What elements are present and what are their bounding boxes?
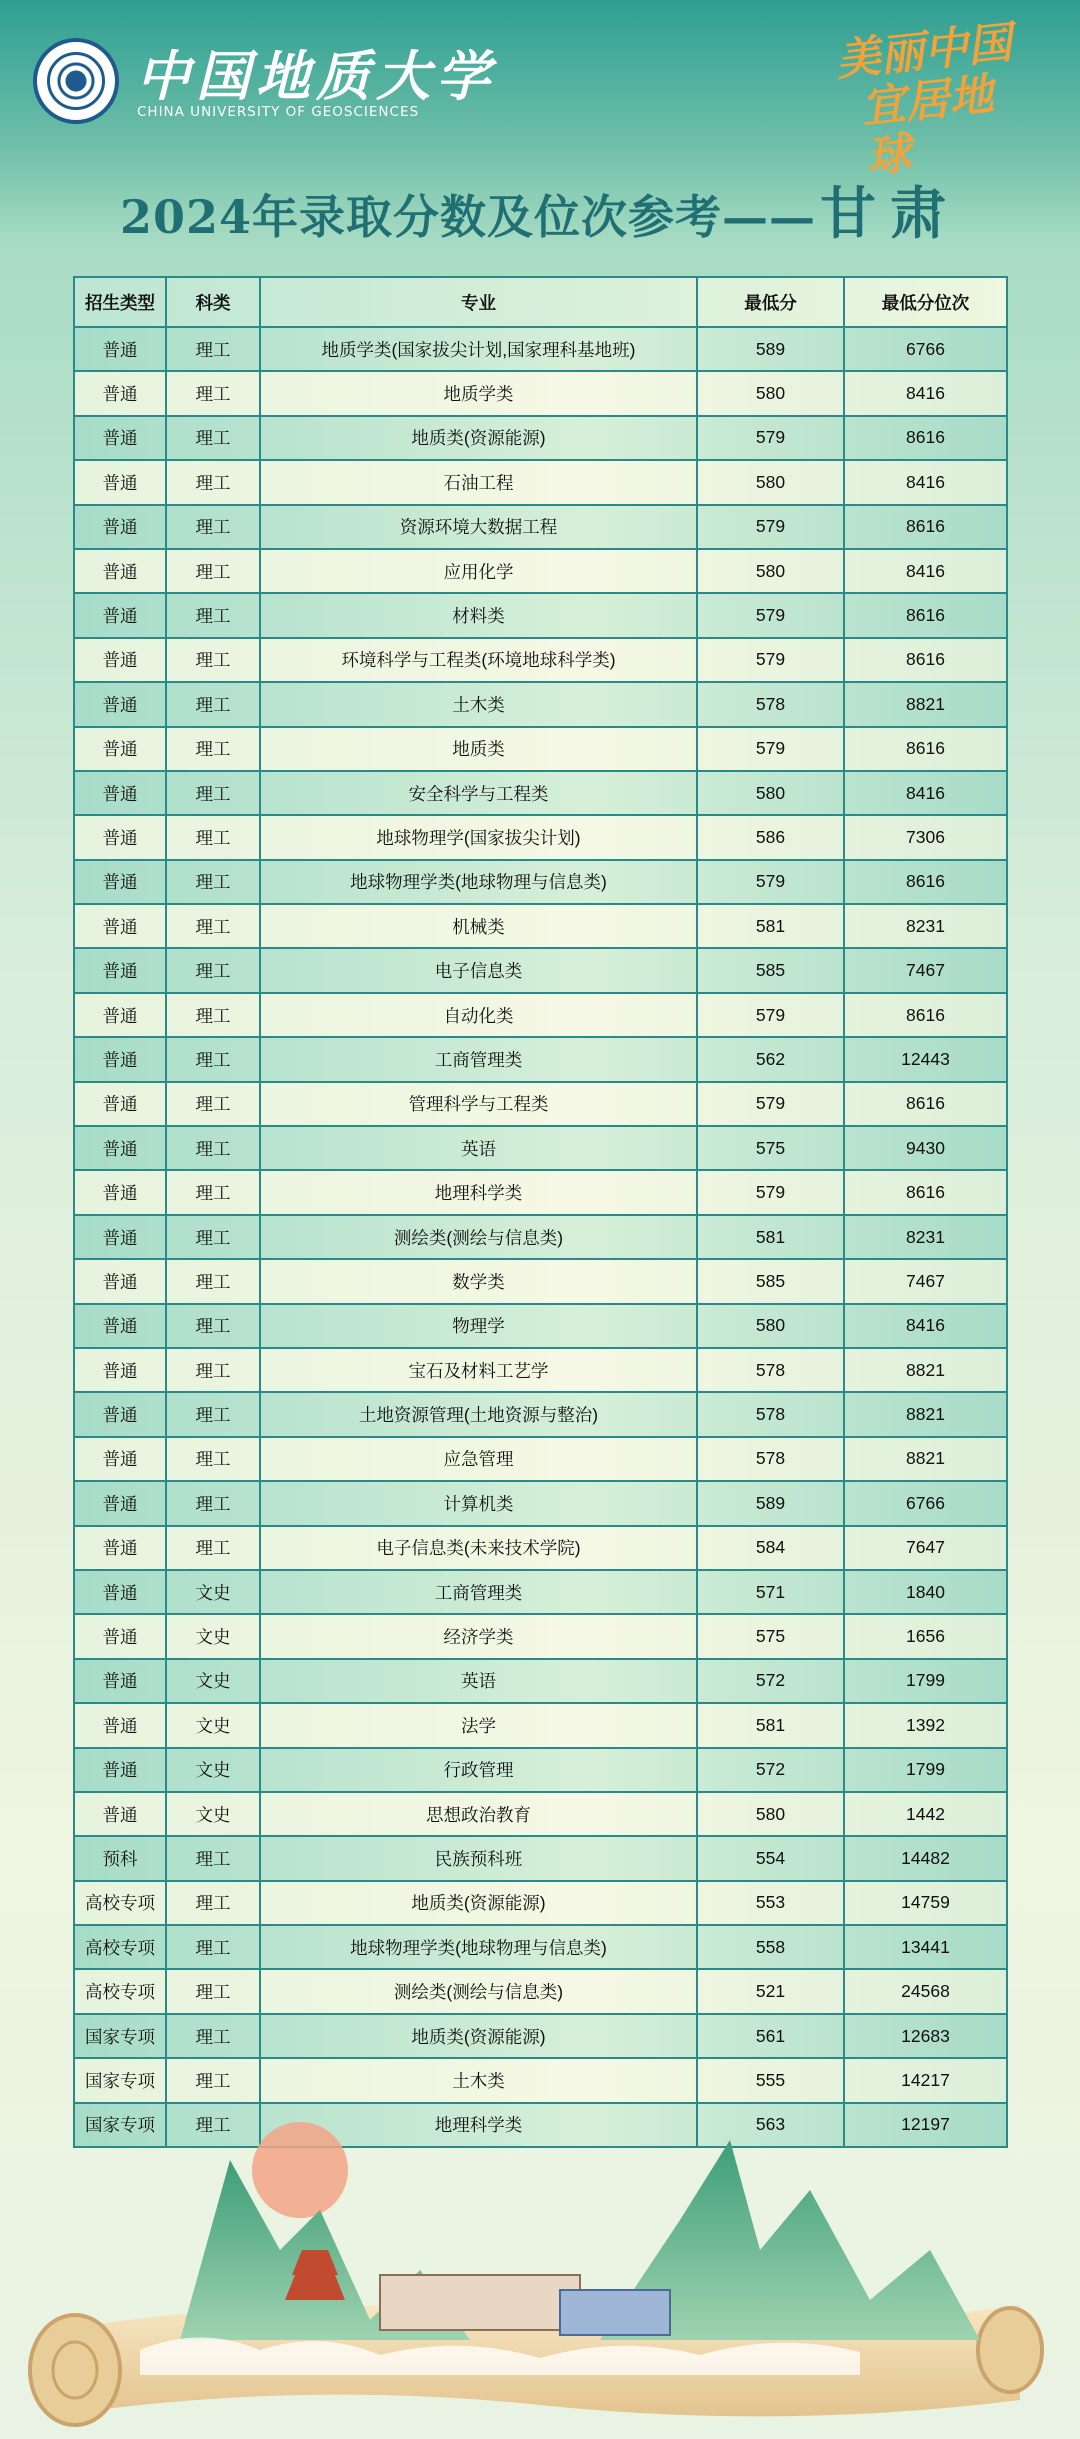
cell-category: 理工 [166,1082,260,1126]
cell-min-rank: 12197 [844,2103,1007,2147]
cell-min-score: 579 [697,638,844,682]
page-title [0,170,1080,250]
table-row [74,682,1007,726]
cell-min-rank: 8616 [844,1170,1007,1214]
cell-enrollment-type: 普通 [74,727,166,771]
cell-major: 宝石及材料工艺学 [260,1348,697,1392]
cell-category: 理工 [166,1037,260,1081]
cell-min-score: 581 [697,1703,844,1747]
cell-enrollment-type: 普通 [74,860,166,904]
cell-min-score: 580 [697,549,844,593]
cell-major: 土木类 [260,682,697,726]
cell-enrollment-type: 普通 [74,327,166,371]
cell-category: 理工 [166,2103,260,2147]
cell-enrollment-type: 普通 [74,1037,166,1081]
slogan-line-2: 宜居地球 [859,69,996,184]
cell-enrollment-type: 预科 [74,1836,166,1880]
cell-min-score: 572 [697,1659,844,1703]
table-row [74,1170,1007,1214]
cell-enrollment-type: 国家专项 [74,2058,166,2102]
cell-major: 工商管理类 [260,1037,697,1081]
cell-min-rank: 12683 [844,2014,1007,2058]
cell-min-rank: 8616 [844,638,1007,682]
table-row [74,1792,1007,1836]
school-name-en: CHINA UNIVERSITY OF GEOSCIENCES [137,104,420,120]
cell-enrollment-type: 普通 [74,815,166,859]
cell-min-rank: 1799 [844,1748,1007,1792]
scroll-roll-left [30,2315,120,2425]
cell-major: 石油工程 [260,460,697,504]
cell-min-score: 589 [697,327,844,371]
cell-min-rank: 1392 [844,1703,1007,1747]
table-row [74,1703,1007,1747]
sun-icon [252,2122,348,2218]
cell-enrollment-type: 普通 [74,948,166,992]
cell-min-score: 580 [697,1792,844,1836]
cell-major: 数学类 [260,1259,697,1303]
cell-enrollment-type: 国家专项 [74,2014,166,2058]
cell-min-rank: 13441 [844,1925,1007,1969]
cell-min-rank: 7467 [844,1259,1007,1303]
cell-category: 理工 [166,2058,260,2102]
scroll-roll-right [978,2308,1042,2392]
campus-buildings [380,2275,580,2330]
cell-major: 地球物理学类(地球物理与信息类) [260,860,697,904]
cell-category: 理工 [166,1925,260,1969]
cell-major: 材料类 [260,593,697,637]
cell-category: 理工 [166,993,260,1037]
cell-min-score: 581 [697,904,844,948]
cell-category: 理工 [166,815,260,859]
cell-min-score: 589 [697,1481,844,1525]
cell-major: 测绘类(测绘与信息类) [260,1969,697,2013]
cell-category: 理工 [166,1881,260,1925]
table-row [74,2058,1007,2102]
cell-major: 管理科学与工程类 [260,1082,697,1126]
cell-enrollment-type: 普通 [74,638,166,682]
cell-enrollment-type: 普通 [74,593,166,637]
cell-min-rank: 24568 [844,1969,1007,2013]
cell-min-score: 572 [697,1748,844,1792]
cell-min-score: 579 [697,860,844,904]
cell-major: 经济学类 [260,1614,697,1658]
cell-enrollment-type: 普通 [74,1570,166,1614]
table-row [74,327,1007,371]
cell-enrollment-type: 普通 [74,904,166,948]
cell-category: 理工 [166,1126,260,1170]
cell-category: 理工 [166,1969,260,2013]
cell-min-rank: 8616 [844,416,1007,460]
cell-enrollment-type: 普通 [74,1748,166,1792]
landscape-scroll-decoration [0,2100,1080,2439]
cell-min-score: 571 [697,1570,844,1614]
slogan-line-1: 美丽中国 [833,17,1015,87]
cell-major: 土木类 [260,2058,697,2102]
cell-category: 理工 [166,1392,260,1436]
cell-category: 文史 [166,1659,260,1703]
table-row [74,815,1007,859]
cell-enrollment-type: 普通 [74,1170,166,1214]
cell-enrollment-type: 普通 [74,505,166,549]
cell-category: 理工 [166,505,260,549]
cell-major: 思想政治教育 [260,1792,697,1836]
cell-min-score: 579 [697,416,844,460]
cell-min-rank: 8416 [844,371,1007,415]
cell-min-rank: 8616 [844,593,1007,637]
cell-major: 英语 [260,1126,697,1170]
header-major: 专业 [260,277,697,327]
cell-major: 地球物理学类(地球物理与信息类) [260,1925,697,1969]
cell-enrollment-type: 普通 [74,1126,166,1170]
cell-category: 理工 [166,2014,260,2058]
cell-enrollment-type: 普通 [74,1259,166,1303]
cell-category: 理工 [166,1259,260,1303]
cell-enrollment-type: 普通 [74,460,166,504]
cell-major: 行政管理 [260,1748,697,1792]
header-category: 科类 [166,277,260,327]
table-row [74,771,1007,815]
cell-major: 地质学类(国家拔尖计划,国家理科基地班) [260,327,697,371]
slogan [833,17,1036,184]
cell-category: 理工 [166,1348,260,1392]
admission-table [73,276,1008,2148]
cell-major: 应用化学 [260,549,697,593]
cell-min-score: 585 [697,948,844,992]
table-row [74,1037,1007,1081]
cell-enrollment-type: 高校专项 [74,1969,166,2013]
cell-min-rank: 8416 [844,1304,1007,1348]
cell-enrollment-type: 普通 [74,1215,166,1259]
cell-major: 电子信息类 [260,948,697,992]
cell-major: 自动化类 [260,993,697,1037]
cell-min-score: 578 [697,682,844,726]
table-row [74,1836,1007,1880]
cell-enrollment-type: 高校专项 [74,1925,166,1969]
cell-category: 理工 [166,549,260,593]
university-emblem-icon [33,38,119,124]
table-row [74,727,1007,771]
page-header [0,0,1080,184]
table-row [74,1526,1007,1570]
cell-major: 物理学 [260,1304,697,1348]
cell-min-score: 563 [697,2103,844,2147]
cell-min-rank: 8616 [844,505,1007,549]
cell-min-rank: 8821 [844,1392,1007,1436]
cell-category: 理工 [166,1215,260,1259]
cell-enrollment-type: 普通 [74,1481,166,1525]
cell-enrollment-type: 普通 [74,1526,166,1570]
cell-min-rank: 8821 [844,682,1007,726]
cell-major: 法学 [260,1703,697,1747]
cell-min-score: 521 [697,1969,844,2013]
table-row [74,1969,1007,2013]
cell-min-score: 575 [697,1614,844,1658]
cell-min-rank: 8616 [844,1082,1007,1126]
cell-min-score: 580 [697,771,844,815]
cell-min-score: 579 [697,1082,844,1126]
cell-min-score: 578 [697,1348,844,1392]
cell-category: 文史 [166,1748,260,1792]
cell-major: 计算机类 [260,1481,697,1525]
cell-major: 地质类 [260,727,697,771]
table-row [74,1304,1007,1348]
cell-min-score: 579 [697,727,844,771]
cell-min-score: 579 [697,1170,844,1214]
table-row [74,1259,1007,1303]
cell-min-score: 575 [697,1126,844,1170]
cell-enrollment-type: 普通 [74,549,166,593]
cell-enrollment-type: 普通 [74,1392,166,1436]
cell-min-score: 553 [697,1881,844,1925]
cell-min-score: 554 [697,1836,844,1880]
cell-min-rank: 14759 [844,1881,1007,1925]
page-title-main: 2024年录取分数及位次参考—— [119,190,817,244]
cell-category: 理工 [166,1304,260,1348]
table-body [74,327,1007,2147]
cell-min-score: 585 [697,1259,844,1303]
cell-major: 地质类(资源能源) [260,416,697,460]
cell-min-score: 580 [697,460,844,504]
cell-min-rank: 9430 [844,1126,1007,1170]
cell-min-score: 584 [697,1526,844,1570]
cell-min-rank: 7647 [844,1526,1007,1570]
cell-enrollment-type: 普通 [74,1792,166,1836]
cell-major: 电子信息类(未来技术学院) [260,1526,697,1570]
cell-enrollment-type: 普通 [74,1082,166,1126]
cell-category: 理工 [166,771,260,815]
header-enrollment-type: 招生类型 [74,277,166,327]
cell-min-rank: 8821 [844,1348,1007,1392]
cell-min-rank: 8616 [844,993,1007,1037]
cell-enrollment-type: 普通 [74,416,166,460]
cell-major: 地球物理学(国家拔尖计划) [260,815,697,859]
cell-major: 土地资源管理(土地资源与整治) [260,1392,697,1436]
cell-min-score: 558 [697,1925,844,1969]
page-title-province: 甘肃 [820,181,961,247]
cell-category: 理工 [166,416,260,460]
cell-enrollment-type: 普通 [74,1437,166,1481]
table-row [74,505,1007,549]
cell-enrollment-type: 普通 [74,1348,166,1392]
cell-category: 理工 [166,860,260,904]
cell-enrollment-type: 普通 [74,682,166,726]
table-row [74,2014,1007,2058]
school-name-cn: 中国地质大学 [136,44,496,108]
table-row [74,460,1007,504]
table-row [74,860,1007,904]
cell-major: 地理科学类 [260,2103,697,2147]
cell-min-rank: 12443 [844,1037,1007,1081]
cell-min-score: 561 [697,2014,844,2058]
cell-enrollment-type: 普通 [74,1304,166,1348]
cell-category: 理工 [166,327,260,371]
cell-min-rank: 14217 [844,2058,1007,2102]
cell-category: 理工 [166,1437,260,1481]
cell-min-score: 562 [697,1037,844,1081]
cell-min-score: 581 [697,1215,844,1259]
cell-min-score: 579 [697,593,844,637]
admission-table-container [73,276,1006,2148]
table-row [74,1392,1007,1436]
cell-category: 理工 [166,460,260,504]
table-row [74,1348,1007,1392]
cell-major: 英语 [260,1659,697,1703]
cell-min-rank: 8616 [844,727,1007,771]
cell-category: 理工 [166,682,260,726]
table-row [74,948,1007,992]
cell-category: 理工 [166,1481,260,1525]
cell-min-rank: 14482 [844,1836,1007,1880]
cell-enrollment-type: 普通 [74,1614,166,1658]
cell-min-rank: 6766 [844,327,1007,371]
cell-min-rank: 8231 [844,904,1007,948]
header-min-rank: 最低分位次 [844,277,1007,327]
cell-enrollment-type: 国家专项 [74,2103,166,2147]
cell-category: 文史 [166,1614,260,1658]
cell-major: 地理科学类 [260,1170,697,1214]
cell-min-score: 580 [697,371,844,415]
table-row [74,904,1007,948]
cell-category: 理工 [166,904,260,948]
cell-min-score: 579 [697,993,844,1037]
cell-enrollment-type: 高校专项 [74,1881,166,1925]
table-row [74,638,1007,682]
cell-category: 文史 [166,1792,260,1836]
cell-min-score: 579 [697,505,844,549]
cell-category: 理工 [166,1526,260,1570]
cell-min-rank: 1442 [844,1792,1007,1836]
cell-major: 应急管理 [260,1437,697,1481]
cell-category: 理工 [166,638,260,682]
cell-enrollment-type: 普通 [74,993,166,1037]
cell-min-rank: 8416 [844,771,1007,815]
cell-min-score: 580 [697,1304,844,1348]
cell-min-rank: 8231 [844,1215,1007,1259]
cell-category: 理工 [166,371,260,415]
cell-min-rank: 7467 [844,948,1007,992]
cell-category: 文史 [166,1703,260,1747]
table-row [74,1748,1007,1792]
cell-min-rank: 1799 [844,1659,1007,1703]
cell-major: 安全科学与工程类 [260,771,697,815]
cell-major: 资源环境大数据工程 [260,505,697,549]
cell-min-rank: 8821 [844,1437,1007,1481]
cell-enrollment-type: 普通 [74,1659,166,1703]
cell-min-score: 586 [697,815,844,859]
cell-min-score: 578 [697,1437,844,1481]
table-row [74,1881,1007,1925]
table-row [74,1437,1007,1481]
table-row [74,549,1007,593]
cell-major: 地质类(资源能源) [260,2014,697,2058]
table-row [74,1614,1007,1658]
cell-category: 理工 [166,948,260,992]
cell-major: 地质学类 [260,371,697,415]
cell-min-rank: 7306 [844,815,1007,859]
header-min-score: 最低分 [697,277,844,327]
table-row [74,1481,1007,1525]
cell-min-rank: 6766 [844,1481,1007,1525]
cell-major: 地质类(资源能源) [260,1881,697,1925]
cell-category: 理工 [166,1170,260,1214]
cell-category: 理工 [166,1836,260,1880]
cell-min-rank: 8616 [844,860,1007,904]
cell-min-rank: 1840 [844,1570,1007,1614]
cell-enrollment-type: 普通 [74,771,166,815]
table-row [74,1215,1007,1259]
cell-min-rank: 8416 [844,549,1007,593]
table-row [74,593,1007,637]
cell-min-score: 578 [697,1392,844,1436]
cell-category: 理工 [166,727,260,771]
cell-min-rank: 8416 [844,460,1007,504]
cell-min-rank: 1656 [844,1614,1007,1658]
table-row [74,1659,1007,1703]
cell-major: 民族预科班 [260,1836,697,1880]
table-row [74,993,1007,1037]
cell-major: 工商管理类 [260,1570,697,1614]
table-row [74,1570,1007,1614]
table-row [74,371,1007,415]
table-row [74,416,1007,460]
cell-category: 文史 [166,1570,260,1614]
table-row [74,1925,1007,1969]
cell-category: 理工 [166,593,260,637]
cell-enrollment-type: 普通 [74,1703,166,1747]
table-header-row [74,277,1007,327]
cell-min-score: 555 [697,2058,844,2102]
cell-major: 机械类 [260,904,697,948]
table-row [74,1126,1007,1170]
table-row [74,1082,1007,1126]
cell-major: 测绘类(测绘与信息类) [260,1215,697,1259]
cell-enrollment-type: 普通 [74,371,166,415]
cell-major: 环境科学与工程类(环境地球科学类) [260,638,697,682]
